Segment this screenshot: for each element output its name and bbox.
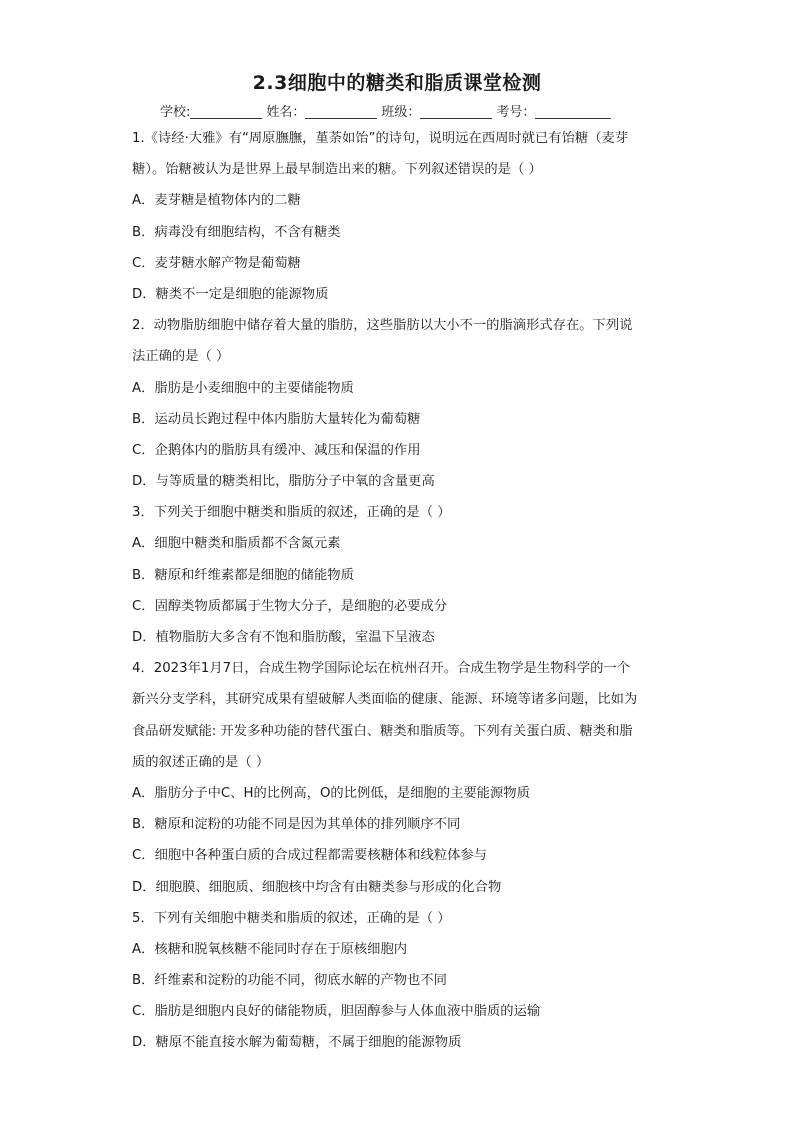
text-line: A．脂肪分子中C、H的比例高，O的比例低，是细胞的主要能源物质 (132, 785, 530, 801)
text-line: 新兴分支学科，其研究成果有望破解人类面临的健康、能源、环境等诸多问题，比如为 (132, 692, 638, 708)
text-line: 5．下列有关细胞中糖类和脂质的叙述，正确的是（ ） (132, 910, 451, 926)
text-line: 质的叙述正确的是（ ） (132, 754, 270, 770)
text-line: A．核糖和脱氧核糖不能同时存在于原核细胞内 (132, 941, 408, 957)
text-line: D．糖类不一定是细胞的能源物质 (132, 286, 329, 302)
text-line: C．麦芽糖水解产物是葡萄糖 (132, 255, 301, 271)
text-line: 3．下列关于细胞中糖类和脂质的叙述，正确的是（ ） (132, 505, 451, 521)
info-field-blank[interactable] (535, 104, 611, 119)
text-line: B．病毒没有细胞结构，不含有糖类 (132, 224, 341, 240)
student-info-line (160, 101, 615, 120)
text-line: 2．动物脂肪细胞中储存着大量的脂肪，这些脂肪以大小不一的脂滴形式存在。下列说 (132, 318, 633, 334)
text-line: D．植物脂肪大多含有不饱和脂肪酸，室温下呈液态 (132, 630, 435, 645)
info-field (496, 101, 611, 120)
text-line: D．与等质量的糖类相比，脂肪分子中氧的含量更高 (132, 474, 435, 490)
text-line: C．脂肪是细胞内良好的储能物质，胆固醇参与人体血液中脂质的运输 (132, 1004, 541, 1020)
info-field-blank[interactable] (305, 104, 377, 119)
info-field-label: 考号： (496, 105, 536, 120)
text-line: B．纤维素和淀粉的功能不同，彻底水解的产物也不同 (132, 973, 447, 989)
text-line: A．脂肪是小麦细胞中的主要储能物质 (132, 380, 354, 396)
text-line: 糖）。饴糖被认为是世界上最早制造出来的糖。下列叙述错误的是（ ） (132, 162, 542, 178)
info-field-blank[interactable] (420, 104, 492, 119)
info-field-label: 姓名： (266, 105, 306, 120)
info-field (381, 101, 492, 120)
text-line: C．企鹅体内的脂肪具有缓冲、减压和保温的作用 (132, 442, 421, 458)
page-title: 2.3细胞中的糖类和脂质课堂检测 (252, 72, 542, 94)
info-field-blank[interactable] (190, 104, 262, 119)
text-line: 食品研发赋能: 开发多种功能的替代蛋白、糖类和脂质等。下列有关蛋白质、糖类和脂 (132, 723, 633, 739)
text-line: D．糖原不能直接水解为葡萄糖，不属于细胞的能源物质 (132, 1035, 462, 1051)
info-field-label: 班级： (381, 105, 421, 120)
text-line: A．麦芽糖是植物体内的二糖 (132, 193, 301, 209)
info-field (160, 101, 262, 120)
question-content (132, 123, 662, 1059)
text-line: B．运动员长跑过程中体内脂肪大量转化为葡萄糖 (132, 411, 421, 427)
text-line: 1.《诗经·大雅》有“周原膴膴，堇荼如饴”的诗句，说明远在西周时就已有饴糖（麦芽 (132, 131, 629, 146)
text-line: 法正确的是（ ） (132, 349, 230, 365)
text-line: D．细胞膜、细胞质、细胞核中均含有由糖类参与形成的化合物 (132, 879, 502, 895)
text-line: C．细胞中各种蛋白质的合成过程都需要核糖体和线粒体参与 (132, 848, 488, 864)
text-line: A．细胞中糖类和脂质都不含氮元素 (132, 536, 341, 552)
text-line: 4．2023年1月7日，合成生物学国际论坛在杭州召开。合成生物学是生物科学的一个 (132, 661, 631, 677)
info-field (266, 101, 377, 120)
text-line: C．固醇类物质都属于生物大分子，是细胞的必要成分 (132, 598, 448, 614)
info-field-label: 学校: (160, 105, 191, 120)
text-line: B．糖原和纤维素都是细胞的储能物质 (132, 567, 354, 583)
text-line: B．糖原和淀粉的功能不同是因为其单体的排列顺序不同 (132, 817, 461, 833)
